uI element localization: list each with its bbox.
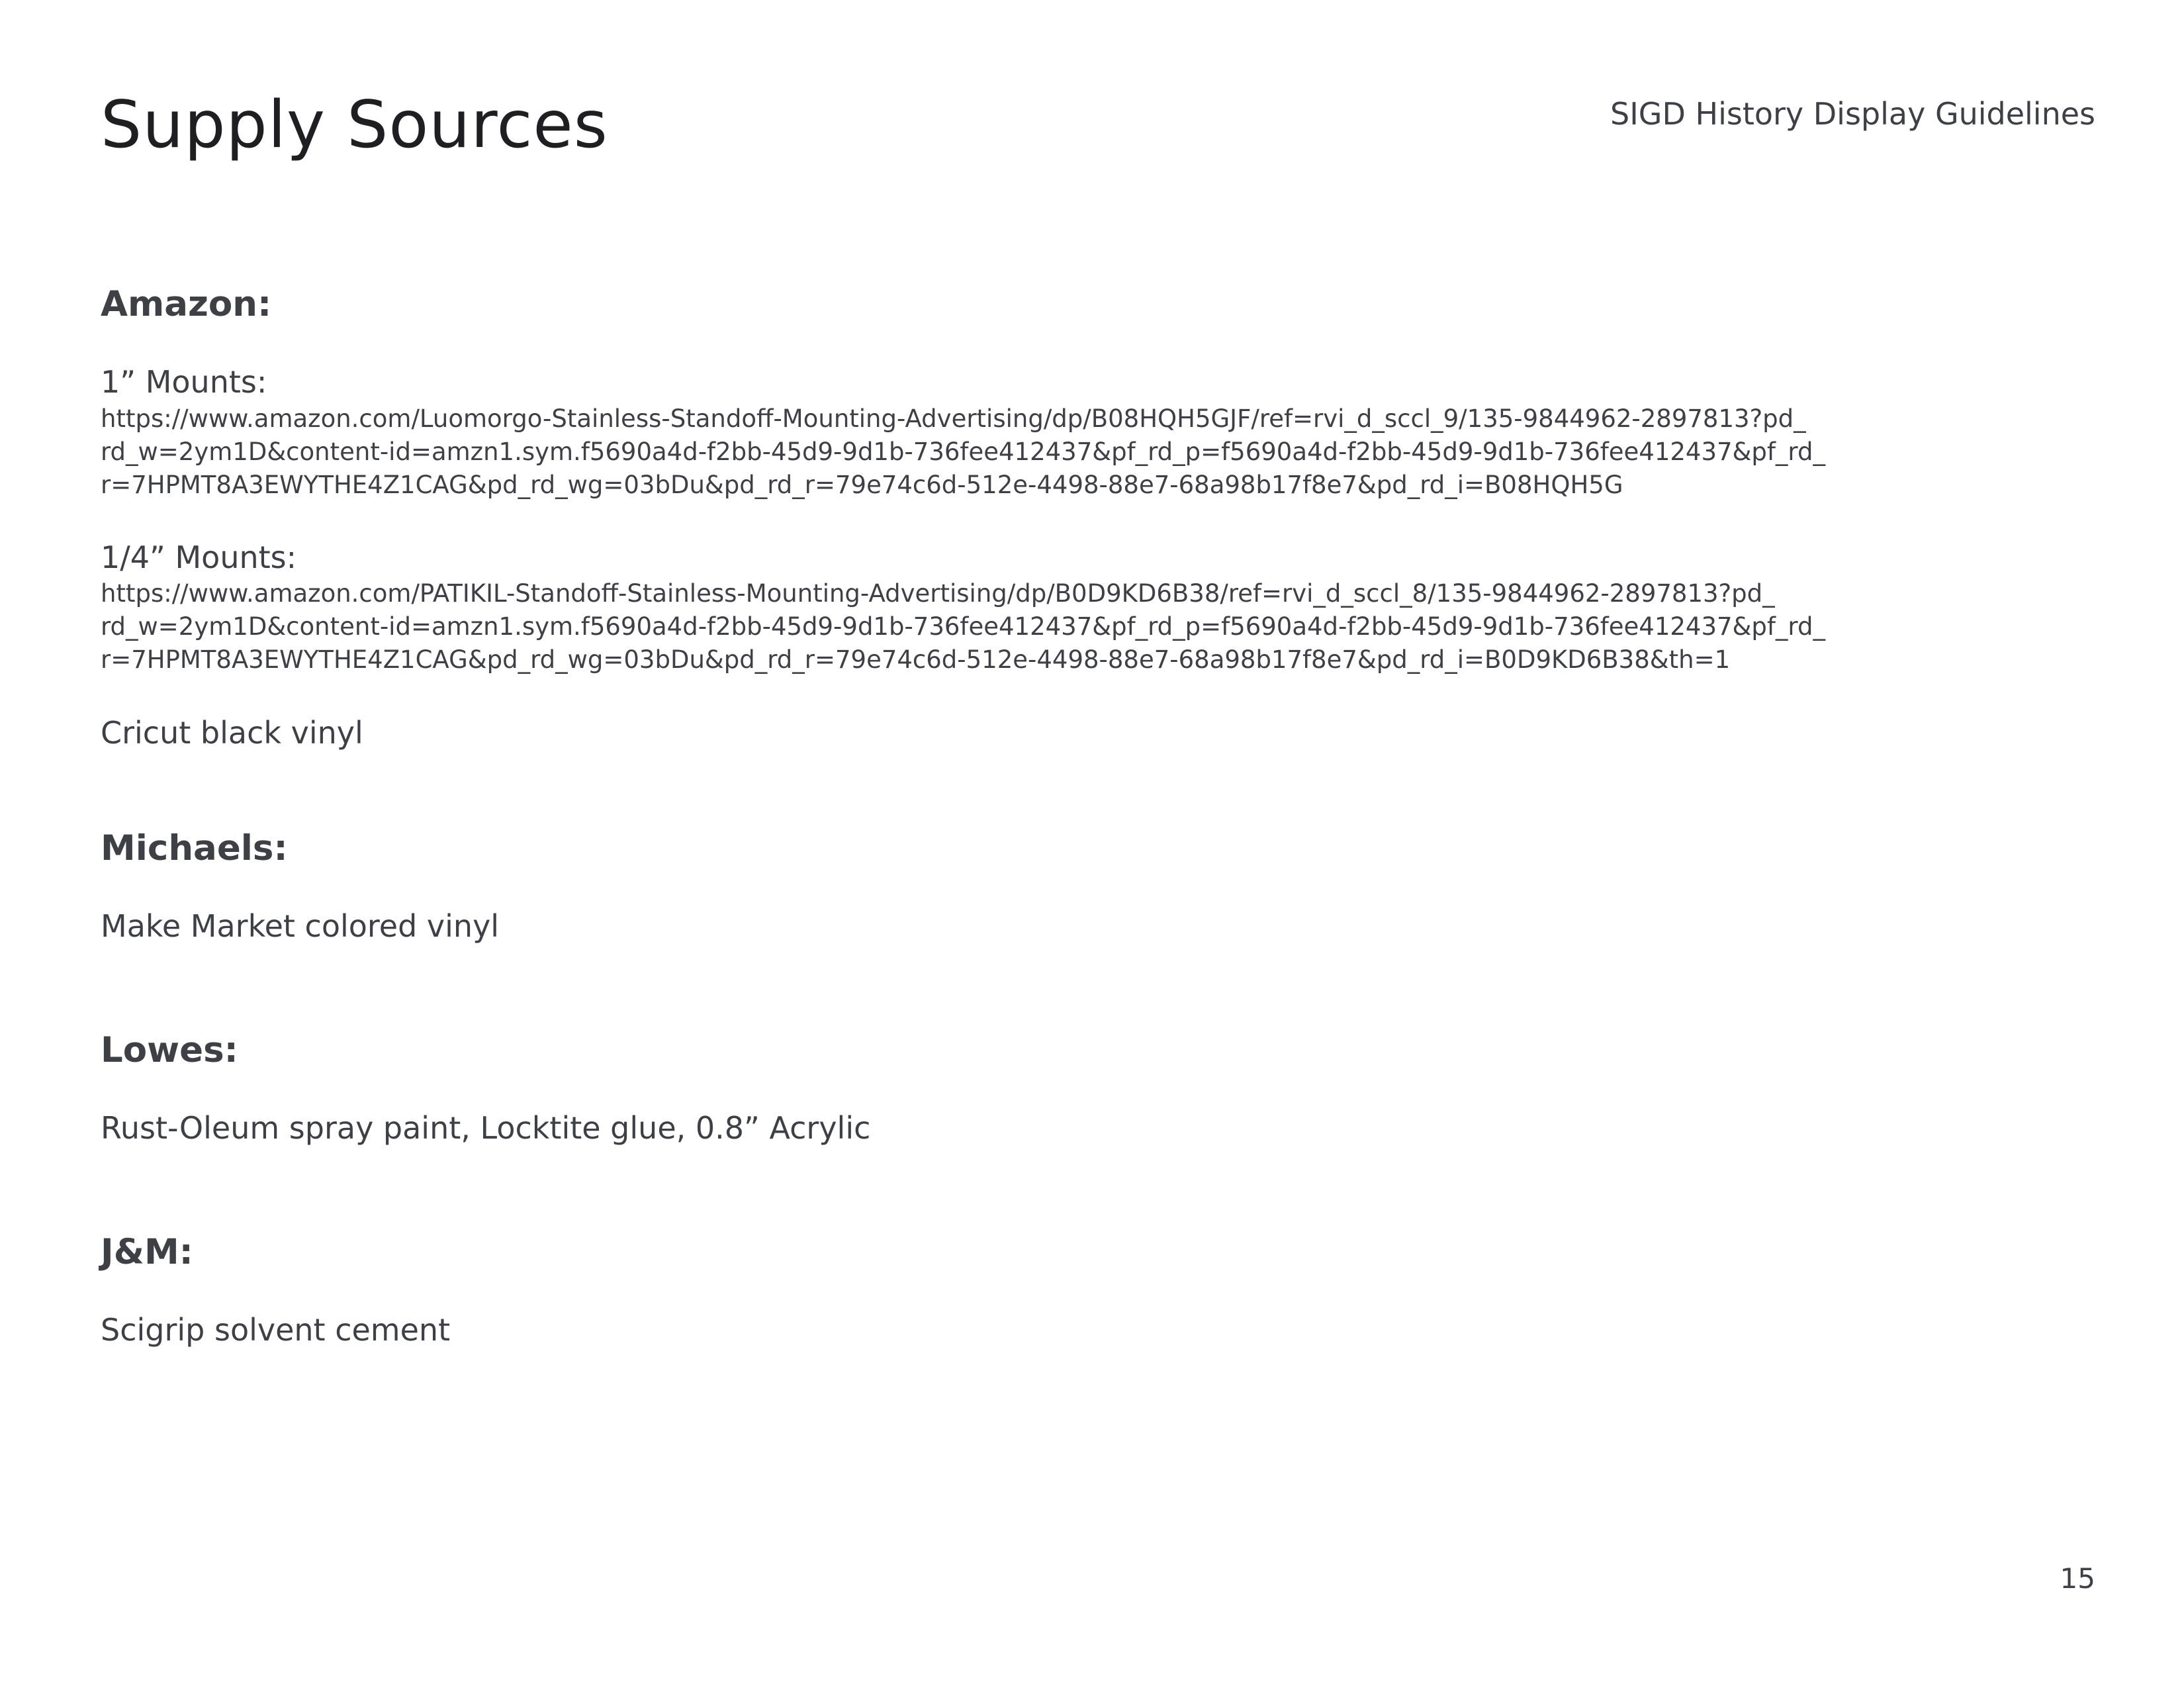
mounts-1in-label: 1” Mounts: (101, 364, 267, 400)
page-number: 15 (2060, 1562, 2095, 1595)
section-heading-michaels: Michaels: (101, 828, 288, 868)
url-line[interactable]: https://www.amazon.com/Luomorgo-Stainless-Standoff-Mounting-Advertising/dp/B08HQH5GJF/ref=rvi_d_sccl_9/135-9844962-2897813?pd_ (101, 404, 1806, 433)
url-line[interactable]: r=7HPMT8A3EWYTHE4Z1CAG&pd_rd_wg=03bDu&pd_rd_r=79e74c6d-512e-4498-88e7-68a98b17f8e7&pd_rd_i=B08HQH5G (101, 471, 1623, 499)
page-title: Supply Sources (101, 87, 608, 163)
url-line[interactable]: r=7HPMT8A3EWYTHE4Z1CAG&pd_rd_wg=03bDu&pd_rd_r=79e74c6d-512e-4498-88e7-68a98b17f8e7&pd_rd_i=B0D9KD6B38&th=1 (101, 645, 1731, 674)
section-heading-jm: J&M: (101, 1232, 193, 1272)
jm-text: Scigrip solvent cement (101, 1312, 451, 1348)
mounts-quarter-label: 1/4” Mounts: (101, 539, 297, 575)
url-line[interactable]: rd_w=2ym1D&content-id=amzn1.sym.f5690a4d-f2bb-45d9-9d1b-736fee412437&pf_rd_p=f5690a4d-f2bb-45d9-9d1b-736fee412437&pf_rd_ (101, 438, 1825, 466)
url-line[interactable]: https://www.amazon.com/PATIKIL-Standoff-Stainless-Mounting-Advertising/dp/B0D9KD6B38/ref=rvi_d_sccl_8/135-9844962-2897813?pd_ (101, 579, 1775, 608)
url-line[interactable]: rd_w=2ym1D&content-id=amzn1.sym.f5690a4d-f2bb-45d9-9d1b-736fee412437&pf_rd_p=f5690a4d-f2bb-45d9-9d1b-736fee412437&pf_rd_ (101, 612, 1825, 641)
michaels-text: Make Market colored vinyl (101, 908, 500, 944)
document-title: SIGD History Display Guidelines (1610, 96, 2095, 132)
section-heading-amazon: Amazon: (101, 284, 272, 324)
amazon-extra-item: Cricut black vinyl (101, 715, 363, 751)
mounts-quarter-url[interactable] (101, 577, 2099, 677)
section-heading-lowes: Lowes: (101, 1030, 238, 1070)
mounts-1in-url[interactable] (101, 402, 2099, 502)
lowes-text: Rust-Oleum spray paint, Locktite glue, 0.8” Acrylic (101, 1110, 871, 1146)
